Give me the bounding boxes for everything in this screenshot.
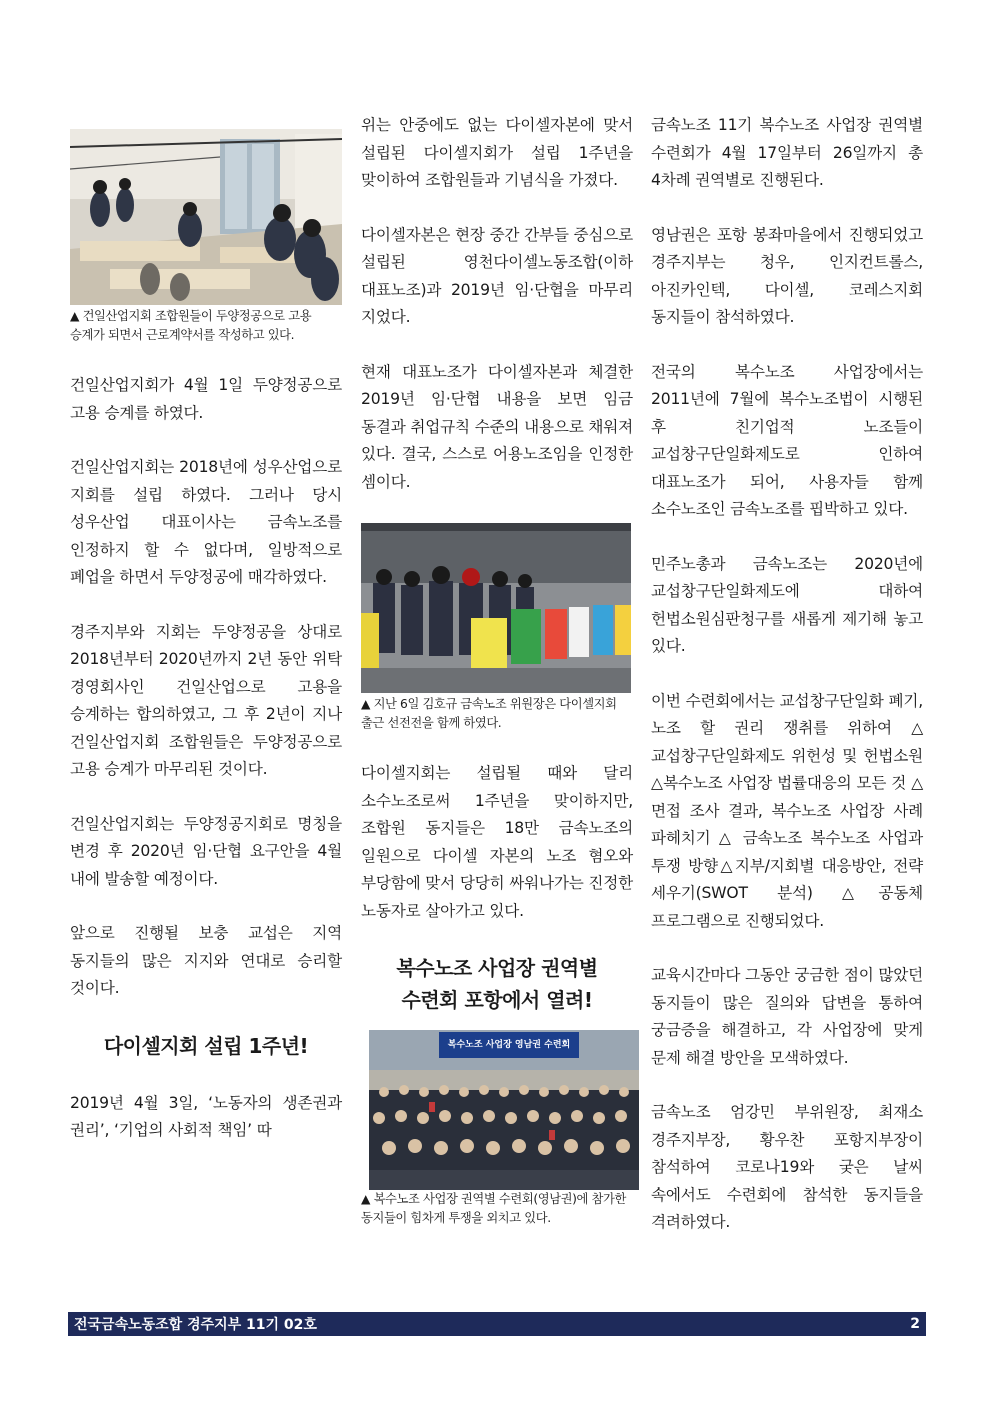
photo-caption: ▲ 건일산업지회 조합원들이 두양정공으로 고용 승계가 되면서 근로계약서를 작성하고 있다. <box>70 309 312 342</box>
photo-group-training <box>369 1030 639 1190</box>
column-1 <box>70 112 342 1172</box>
article-paragraph: 이번 수련회에서는 교섭창구단일화 폐기, 노조 할 권리 쟁취를 위하여 △교섭창구단일화제도 위헌성 및 헌법소원 △복수노조 사업장 법률대응의 모든 것 △면접 조사 결과, 복수노조 사업장 사례 파헤치기 △ 금속노조 복수노조 사업과 투쟁 방향△지부/지회별 대응방안, 전략 세우기(SWOT 분석) △공동체 프로그램으로 진행되었다. <box>651 691 923 930</box>
article-paragraph: 금속노조 엄강민 부위원장, 최재소 경주지부장, 황우찬 포항지부장이 참석하여 코로나19와 궂은 날씨 속에서도 수련회에 참석한 동지들을 격려하였다. <box>651 1103 923 1231</box>
article-paragraph: 현재 대표노조가 다이셀자본과 체결한 2019년 임·단협 내용을 보면 임금 동결과 취업규칙 수준의 내용으로 채워져 있다. 결국, 스스로 어용노조임을 인정한 셈이다. <box>361 362 633 491</box>
article-paragraph: 영남권은 포항 봉좌마을에서 진행되었고 경주지부는 청우, 인지컨트롤스, 아진카인텍, 다이셀, 코레스지회 동지들이 참석하였다. <box>651 225 923 326</box>
article-paragraph: 건일산업지회는 두양정공지회로 명칭을 변경 후 2020년 임·단협 요구안을 4월 내에 발송할 예정이다. <box>70 814 342 888</box>
photo-caption: ▲ 복수노조 사업장 권역별 수련회(영남권)에 참가한 동지들이 힘차게 투쟁을 외치고 있다. <box>361 1192 626 1225</box>
article-paragraph: 다이셀지회는 설립될 때와 달리 소수노조로써 1주년을 맞이하지만, 조합원 동지들은 18만 금속노조의 일원으로 다이셀 자본의 노조 혐오와 부당함에 맞서 당당히 싸워나가는 진정한 노동자로 살아가고 있다. <box>361 764 633 920</box>
article-headline: 다이셀지회 설립 1주년! <box>103 1033 309 1058</box>
page-number: 2 <box>910 1316 920 1332</box>
article-paragraph: 2019년 4월 3일, ‘노동자의 생존권과 권리’, ‘기업의 사회적 책임’ 따 <box>70 1093 342 1139</box>
photo-caption: ▲ 지난 6일 김호규 금속노조 위원장은 다이셀지회 출근 선전전을 함께 하였다. <box>361 697 617 730</box>
column-2 <box>361 112 633 1228</box>
photo-picket-line-image <box>361 523 631 693</box>
article-paragraph: 민주노총과 금속노조는 2020년에 교섭창구단일화제도에 대하여 헌법소원심판청구를 새롭게 제기해 놓고 있다. <box>651 554 923 655</box>
article-paragraph: 전국의 복수노조 사업장에서는 2011년에 7월에 복수노조법이 시행된 후 친기업적 노조들이 교섭창구단일화제도로 인하여 대표노조가 되어, 사용자들 함께 소수노조인 금속노조를 핍박하고 있다. <box>651 362 923 518</box>
article-paragraph: 건일산업지회가 4월 1일 두양정공으로 고용 승계를 하였다. <box>70 376 342 422</box>
photo-picket-line <box>361 523 631 693</box>
headline-line: 복수노조 사업장 권역별 <box>396 956 598 980</box>
page-footer <box>68 1312 926 1336</box>
article-paragraph: 앞으로 진행될 보충 교섭은 지역 동지들의 많은 지지와 연대로 승리할 것이다. <box>70 924 342 997</box>
article-paragraph: 건일산업지회는 2018년에 성우산업으로 지회를 설립 하였다. 그러나 당시 성우산업 대표이사는 금속노조를 인정하지 할 수 없다며, 일방적으로 폐업을 하면서 두양정공에 매각하였다. <box>70 458 342 586</box>
article-paragraph: 교육시간마다 그동안 궁금한 점이 많았던 동지들이 많은 질의와 답변을 통하여 궁금증을 해결하고, 각 사업장에 맞게 문제 해결 방안을 모색하였다. <box>651 966 923 1067</box>
article-paragraph: 위는 안중에도 없는 다이셀자본에 맞서 설립된 다이셀지회가 설립 1주년을 맞이하여 조합원들과 기념식을 가졌다. <box>361 116 633 189</box>
article-paragraph: 다이셀자본은 현장 중간 간부들 중심으로 설립된 영천다이셀노동조합(이하 대표노조)과 2019년 임·단협을 마무리 지었다. <box>361 225 633 326</box>
publication-title: 전국금속노동조합 경주지부 11기 02호 <box>74 1317 317 1333</box>
headline-line: 수련회 포항에서 열려! <box>401 988 593 1012</box>
article-paragraph: 경주지부와 지회는 두양정공을 상대로 2018년부터 2020년까지 2년 동안 위탁 경영회사인 건일산업으로 고용을 승계하는 합의하였고, 그 후 2년이 지나 건일산업지회 조합원들은 두양정공으로 고용 승계가 마무리된 것이다. <box>70 622 342 778</box>
column-3 <box>651 112 923 1264</box>
banner-text: 복수노조 사업장 영남권 수련회 <box>447 1040 571 1050</box>
article-paragraph: 금속노조 11기 복수노조 사업장 권역별 수련회가 4월 17일부터 26일까지 총 4차례 권역별로 진행된다. <box>651 116 923 189</box>
photo-contract-signing <box>70 129 342 305</box>
article-headline <box>361 952 633 1016</box>
photo-contract-signing-image <box>70 129 342 305</box>
